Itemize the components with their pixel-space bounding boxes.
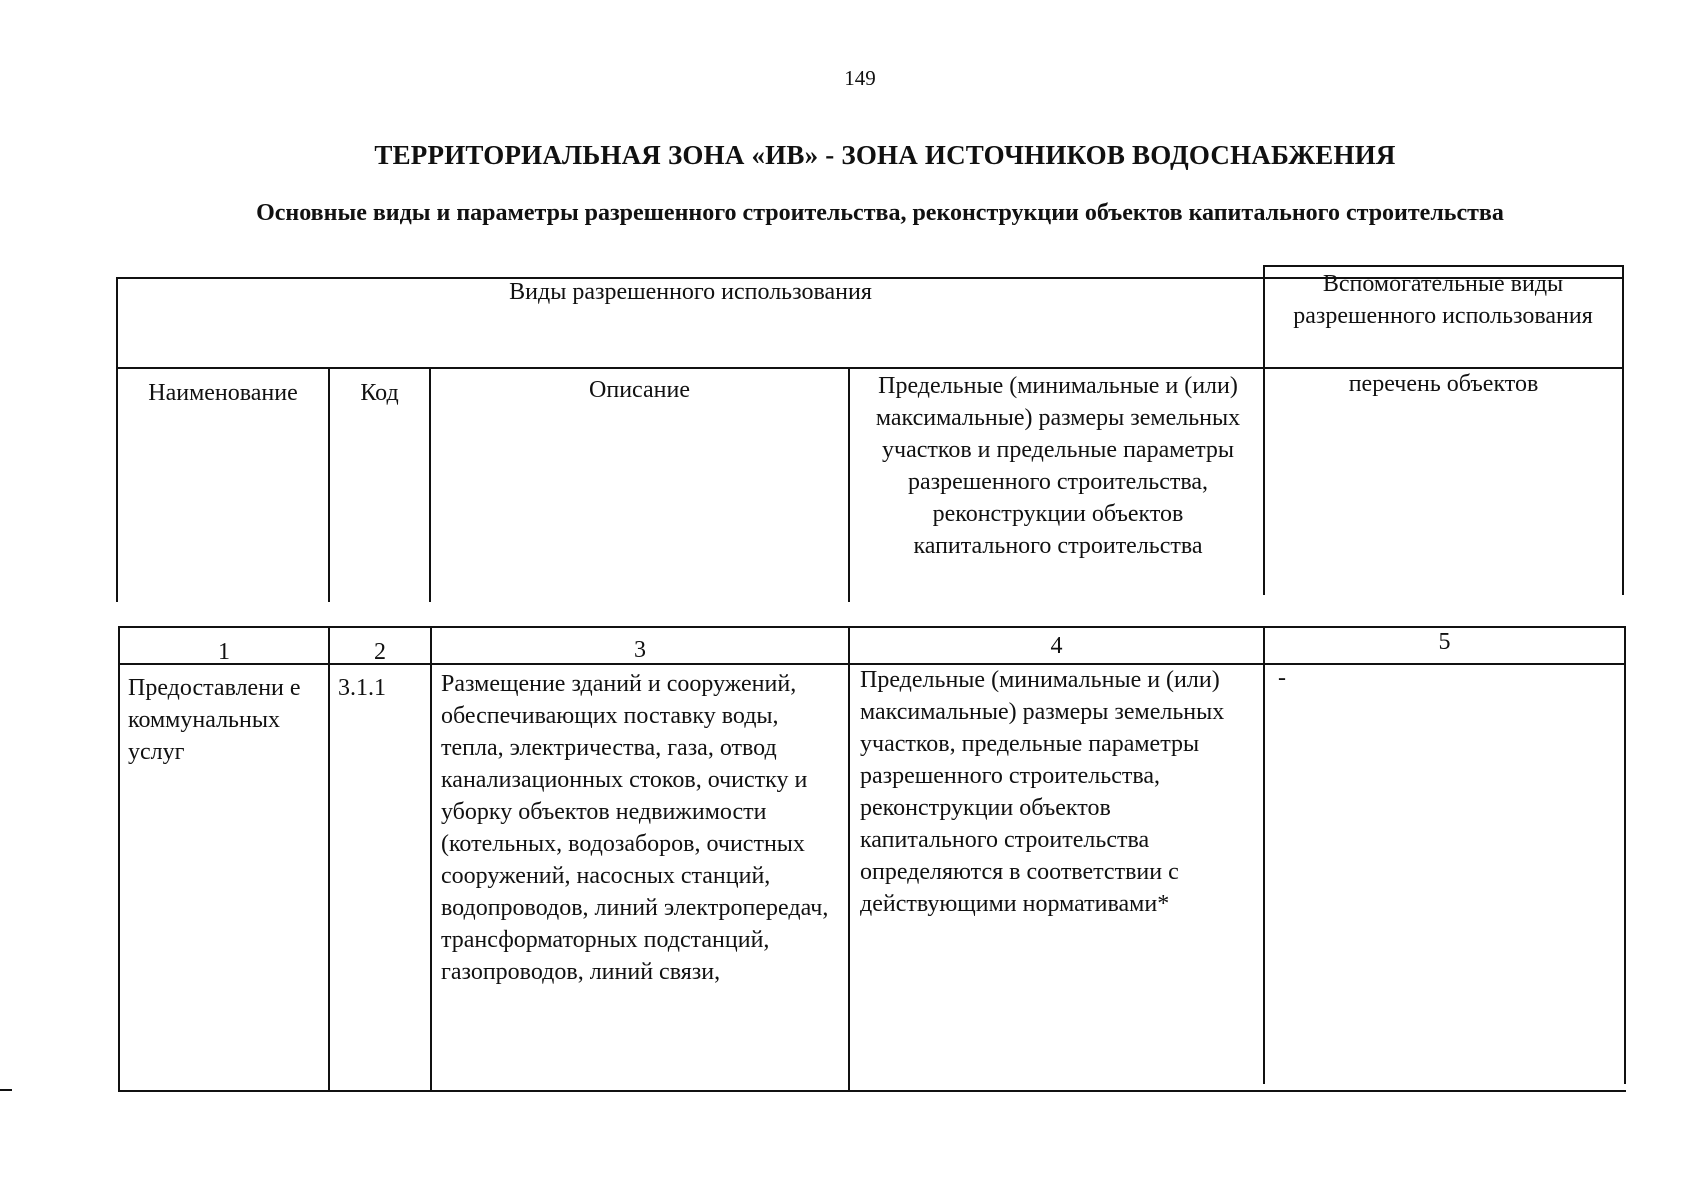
data-divider-4: [1263, 626, 1265, 1084]
column-header-code: Код: [360, 380, 399, 406]
group-header: Виды разрешенного использования: [509, 279, 872, 305]
document-subtitle: Основные виды и параметры разрешенного строительства, реконструкции объектов капитального строительства: [256, 200, 1504, 226]
header-aux-top-border: [1263, 265, 1624, 267]
row-auxiliary: -: [1278, 665, 1286, 691]
column-number-3: 3: [634, 637, 646, 663]
header-left-border: [116, 277, 118, 602]
column-number-5: 5: [1438, 629, 1451, 655]
column-header-aux-list: перечень объектов: [1348, 371, 1539, 397]
data-divider-1: [328, 626, 330, 1092]
row-code: 3.1.1: [338, 675, 386, 701]
header-divider-desc-params: [848, 367, 850, 602]
row-description: Размещение зданий и сооружений, обеспечивающих поставку воды, тепла, электричества, газа, отвод канализационных стоков, очистку и уборку объектов недвижимости (котельных, водозаборов, очистных сооружений, насосных станций, водопроводов, линий электропередач, трансформаторных подстанций, газопроводов, линий связи,: [441, 671, 829, 985]
column-header-parameters: Предельные (минимальные и (или) максимальные) размеры земельных участков и предельные параметры разрешенного строительства, реконструкции объектов капитального строительства: [875, 373, 1241, 559]
column-header-name: Наименование: [148, 380, 298, 406]
document-title: ТЕРРИТОРИАЛЬНАЯ ЗОНА «ИВ» - ЗОНА ИСТОЧНИКОВ ВОДОСНАБЖЕНИЯ: [374, 140, 1396, 170]
scan-edge-mark: [0, 1089, 12, 1091]
page-number: 149: [844, 66, 876, 90]
row-name: Предоставлени е коммунальных услуг: [128, 675, 301, 765]
data-right-border: [1624, 626, 1626, 1084]
column-number-4: 4: [1050, 633, 1063, 659]
data-bottom-border: [118, 1090, 1626, 1092]
column-number-2: 2: [374, 639, 386, 665]
header-right-border: [1622, 265, 1624, 595]
header-divider-aux: [1263, 265, 1265, 595]
data-divider-3: [848, 626, 850, 1092]
aux-header: Вспомогательные виды разрешенного использования: [1293, 271, 1593, 329]
column-header-description: Описание: [589, 377, 690, 403]
data-divider-2: [430, 626, 432, 1092]
column-number-1: 1: [218, 639, 230, 665]
row-parameters: Предельные (минимальные и (или) максимальные) размеры земельных участков, предельные параметры разрешенного строительства, реконструкции объектов капитального строительства определяются в соответствии с действующими нормативами*: [860, 667, 1225, 917]
data-left-border: [118, 626, 120, 1092]
